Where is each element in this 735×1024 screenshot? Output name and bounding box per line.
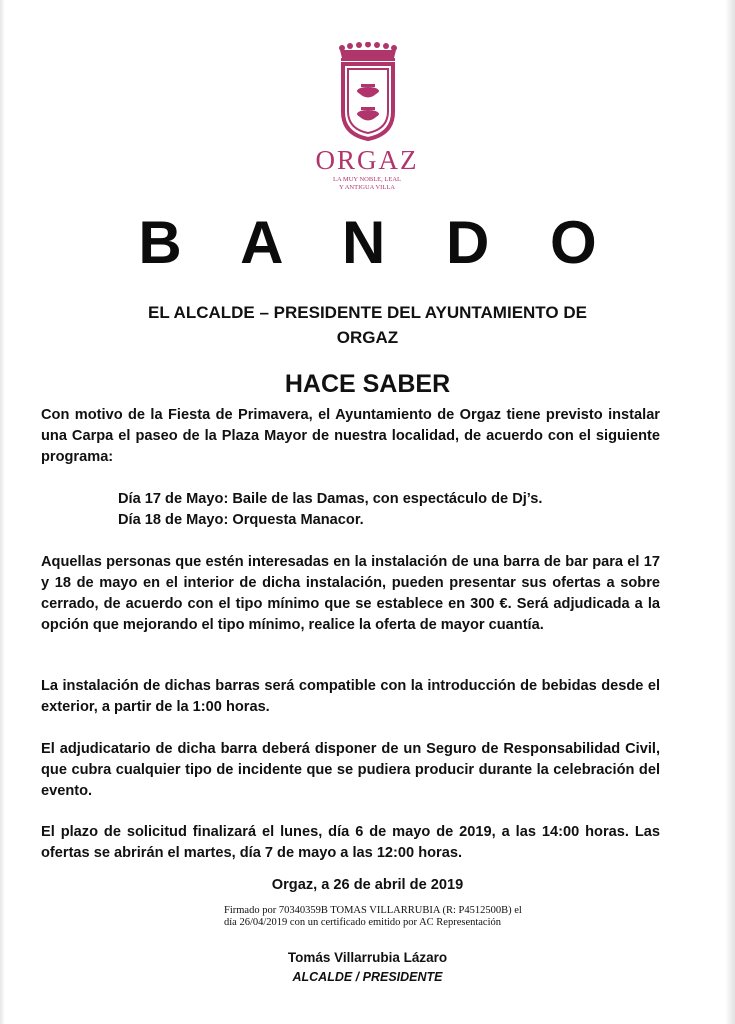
signature-line2: día 26/04/2019 con un certificado emitido por AC Representación xyxy=(224,917,502,928)
intro-paragraph: Con motivo de la Fiesta de Primavera, el Ayuntamiento de Orgaz tiene previsto instalar una Carpa el paseo de la Plaza Mayor de nuestra localidad, de acuerdo con el siguiente programa: xyxy=(41,407,660,465)
date-line: Orgaz, a 26 de abril de 2019 xyxy=(271,877,464,893)
page-edge-right xyxy=(725,0,735,1024)
signer-role: ALCALDE / PRESIDENTE xyxy=(292,970,443,984)
digital-signature-stamp xyxy=(224,905,584,929)
crest-motto-line1: LA MUY NOBLE, LEAL xyxy=(332,176,401,183)
page-edge-left xyxy=(0,0,5,1024)
crest-motto xyxy=(307,176,427,192)
insurance-paragraph: El adjudicatario de dicha barra deberá disponer de un Seguro de Responsabilidad Civil, que cubra cualquier tipo de incidente que se pudiera producir durante la celebración del evento. xyxy=(41,741,660,799)
crest-name: ORGAZ xyxy=(315,145,419,175)
announcement-heading: HACE SABER xyxy=(284,370,451,398)
signature-line1: Firmado por 70340359B TOMAS VILLARRUBIA (R: P4512500B) el xyxy=(224,905,522,916)
deadline-paragraph: El plazo de solicitud finalizará el lunes, día 6 de mayo de 2019, a las 14:00 horas. Las ofertas se abrirán el martes, día 7 de mayo a las 12:00 horas. xyxy=(41,824,660,861)
offers-paragraph: Aquellas personas que estén interesadas en la instalación de una barra de bar para el 17 y 18 de mayo en el interior de dicha instalación, pueden presentar sus ofertas a sobre cerrado, de acuerdo con el tipo mínimo que se establece en 300 €. Será adjudicada a la opción que mejorando el tipo mínimo, realice la oferta de mayor cuantía. xyxy=(41,554,660,633)
document-title: B A N D O xyxy=(138,209,619,276)
issuer-line2: ORGAZ xyxy=(336,328,399,347)
issuer-line1: EL ALCALDE – PRESIDENTE DEL AYUNTAMIENTO DE xyxy=(148,303,587,322)
drinks-paragraph: La instalación de dichas barras será compatible con la introducción de bebidas desde el exterior, a partir de la 1:00 horas. xyxy=(41,678,660,715)
program-item: Día 17 de Mayo: Baile de las Damas, con espectáculo de Dj’s. xyxy=(118,491,543,507)
signer-name: Tomás Villarrubia Lázaro xyxy=(287,950,448,965)
crest-motto-line2: Y ANTIGUA VILLA xyxy=(339,184,395,191)
issuer-heading xyxy=(60,300,675,350)
orgaz-crest-logo xyxy=(336,42,400,142)
program-item: Día 18 de Mayo: Orquesta Manacor. xyxy=(118,512,364,528)
